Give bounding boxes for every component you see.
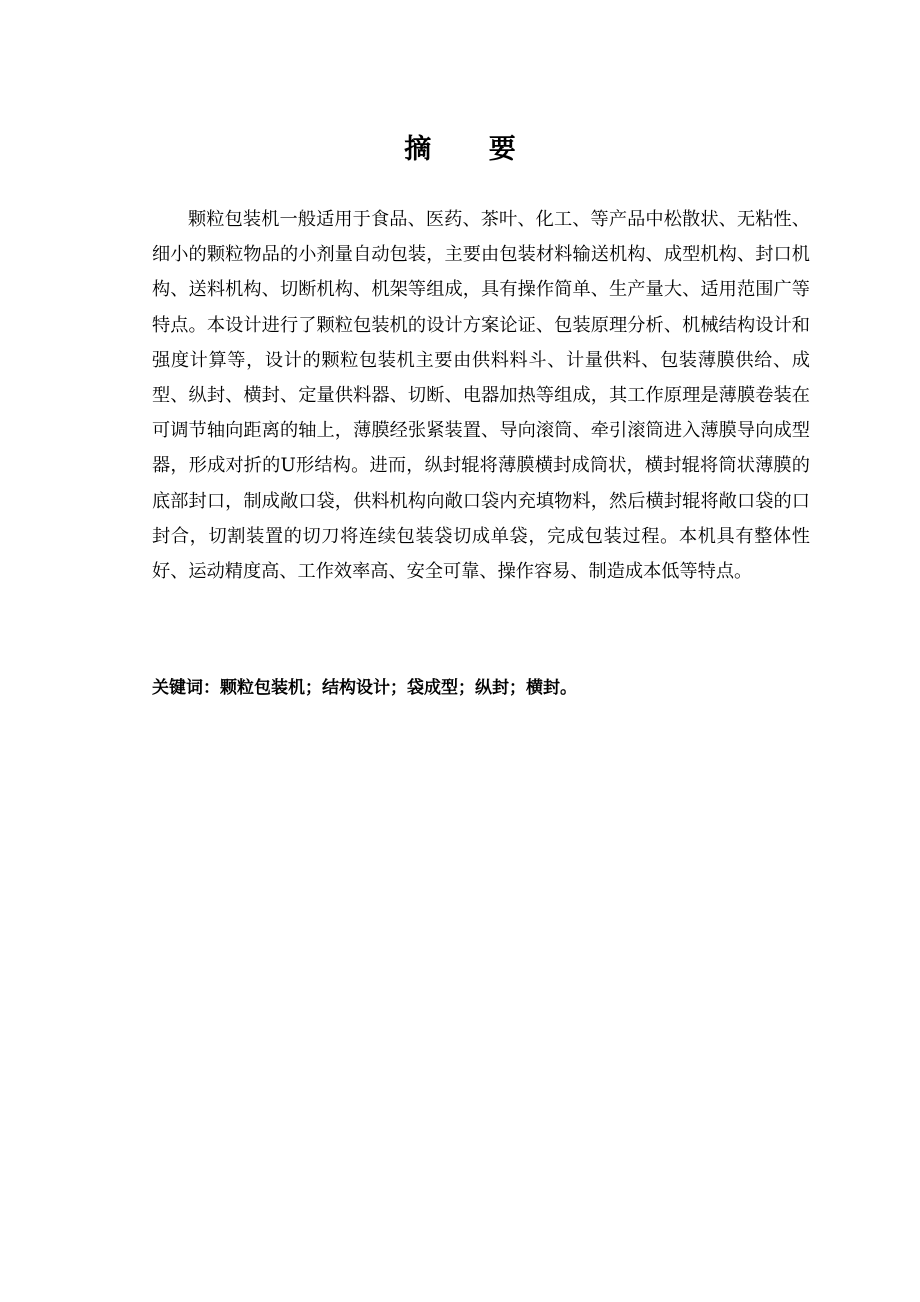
abstract-paragraph: 颗粒包装机一般适用于食品、医药、茶叶、化工、等产品中松散状、无粘性、细小的颗粒物品的小剂量自动包装，主要由包装材料输送机构、成型机构、封口机构、送料机构、切断机构、机架等组成，具有操作简单、生产量大、适用范围广等特点。本设计进行了颗粒包装机的设计方案论证、包装原理分析、机械结构设计和强度计算等，设计的颗粒包装机主要由供料料斗、计量供料、包装薄膜供给、成型、纵封、横封、定量供料器、切断、电器加热等组成，其工作原理是薄膜卷装在可调节轴向距离的轴上，薄膜经张紧装置、导向滚筒、牵引滚筒进入薄膜导向成型器，形成对折的U形结构。进而，纵封辊将薄膜横封成筒状，横封辊将筒状薄膜的底部封口，制成敞口袋，供料机构向敞口袋内充填物料，然后横封辊将敞口袋的口封合，切割装置的切刀将连续包装袋切成单袋，完成包装过程。本机具有整体性好、运动精度高、工作效率高、安全可靠、操作容易、制造成本低等特点。 [152,209,810,583]
keywords-line: 关键词：颗粒包装机；结构设计；袋成型；纵封；横封。 [152,678,577,698]
page-title: 摘 要 [404,134,540,165]
